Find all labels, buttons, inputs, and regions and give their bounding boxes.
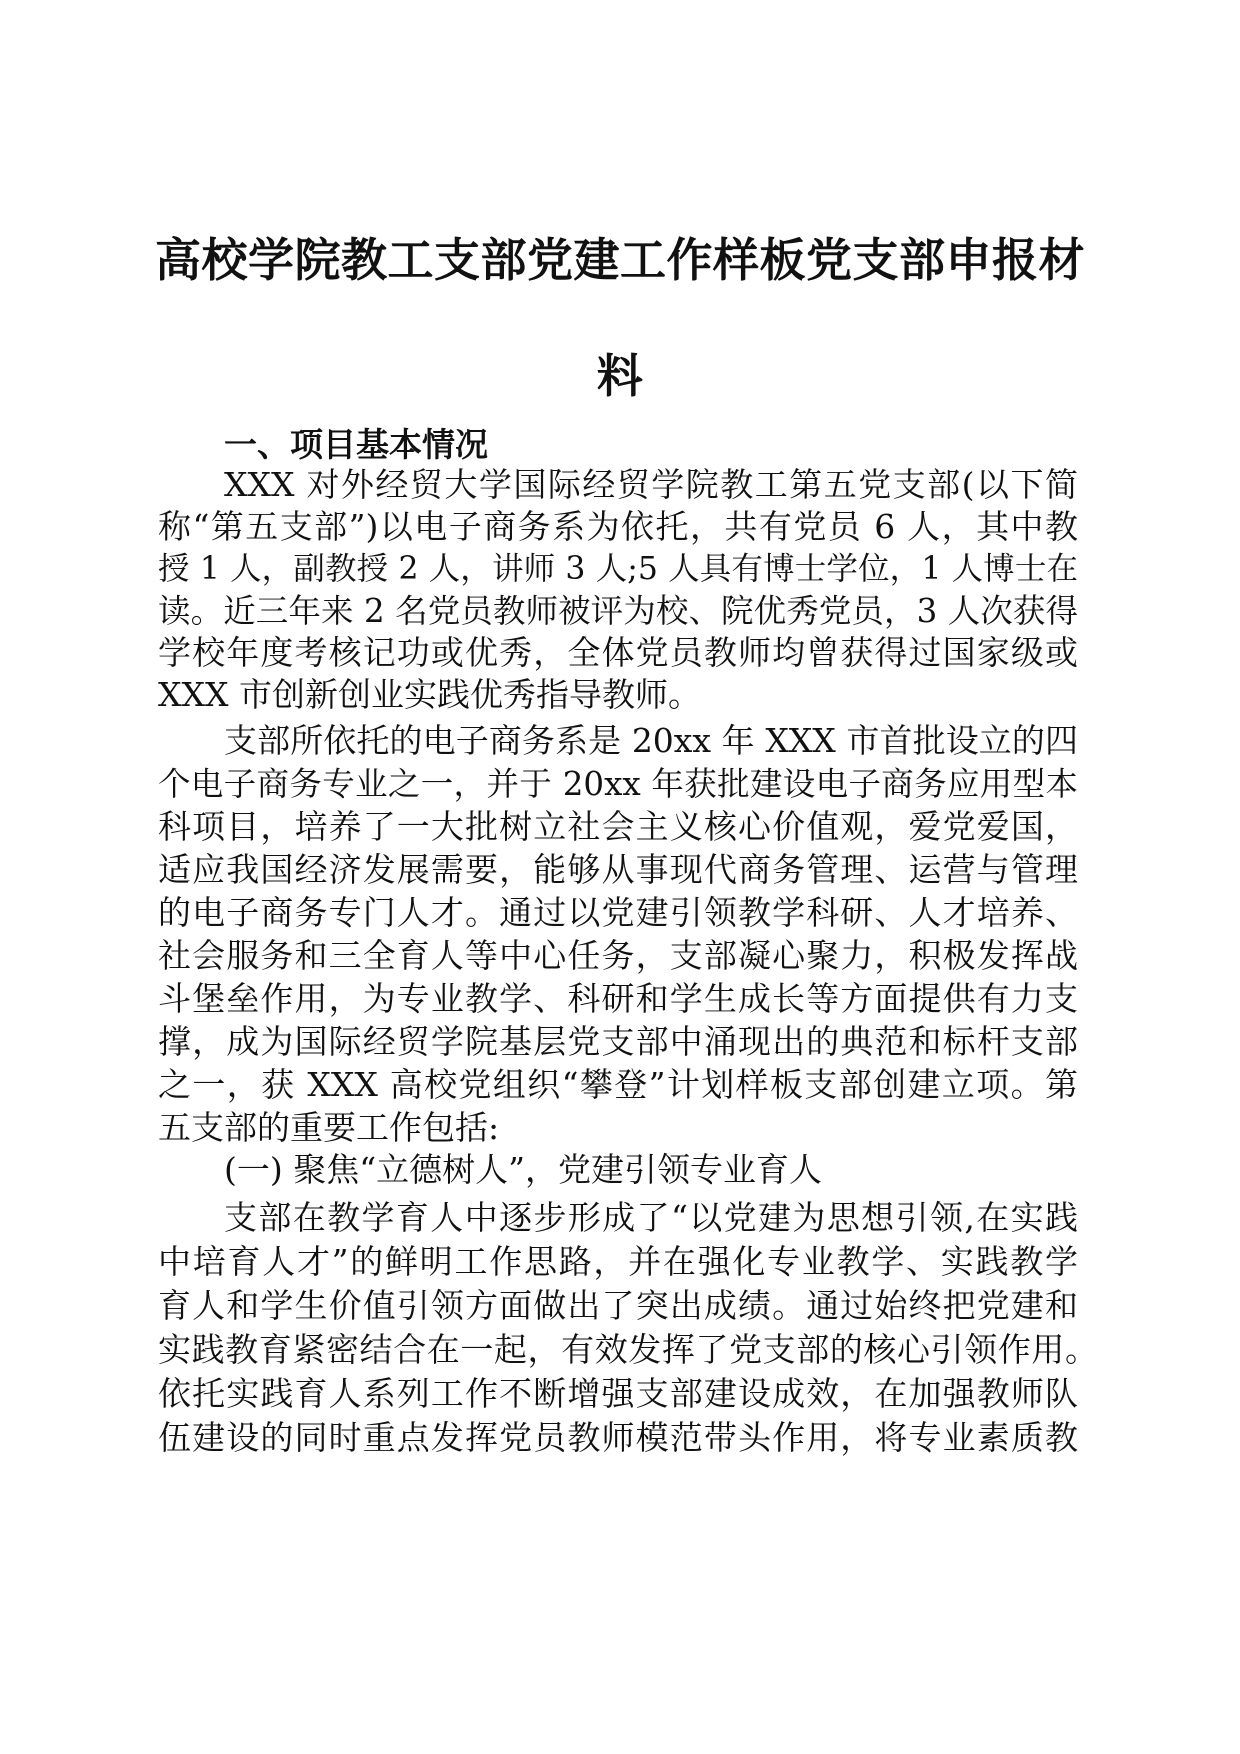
section-heading-basic-info: 一、项目基本情况: [224, 425, 488, 464]
paragraph-2-line-2: 个电子商务专业之一，并于 20xx 年获批建设电子商务应用型本: [158, 765, 1078, 803]
paragraph-3-line-5: 依托实践育人系列工作不断增强支部建设成效，在加强教师队: [158, 1374, 1078, 1413]
paragraph-2-line-1: 支部所依托的电子商务系是 20xx 年 XXX 市首批设立的四: [224, 721, 1078, 760]
paragraph-2-line-7: 斗堡垒作用，为专业教学、科研和学生成长等方面提供有力支: [158, 979, 1078, 1018]
paragraph-2-line-10: 五支部的重要工作包括:: [158, 1108, 500, 1147]
paragraph-2-line-3: 科项目，培养了一大批树立社会主义核心价值观，爱党爱国，: [158, 807, 1078, 846]
paragraph-2-line-8: 撑，成为国际经贸学院基层党支部中涌现出的典范和标杆支部: [158, 1022, 1078, 1061]
paragraph-3-line-6: 伍建设的同时重点发挥党员教师模范带头作用，将专业素质教: [158, 1418, 1078, 1457]
paragraph-2-line-5: 的电子商务专门人才。通过以党建引领教学科研、人才培养、: [158, 893, 1078, 932]
paragraph-1-line-3: 授 1 人，副教授 2 人，讲师 3 人;5 人具有博士学位，1 人博士在: [158, 551, 1078, 587]
paragraph-3-line-2: 中培育人才”的鲜明工作思路，并在强化专业教学、实践教学: [158, 1242, 1078, 1281]
document-title-line-1: 高校学院教工支部党建工作样板党支部申报材: [155, 233, 1085, 287]
paragraph-1-line-6: XXX 市创新创业实践优秀指导教师。: [158, 675, 701, 714]
paragraph-2-line-9: 之一，获 XXX 高校党组织“攀登”计划样板支部创建立项。第: [158, 1065, 1078, 1104]
paragraph-3-line-3: 育人和学生价值引领方面做出了突出成绩。通过始终把党建和: [158, 1286, 1078, 1325]
document-title-line-2: 料: [596, 349, 644, 403]
paragraph-1-line-5: 学校年度考核记功或优秀，全体党员教师均曾获得过国家级或: [158, 633, 1078, 672]
paragraph-3-line-4: 实践教育紧密结合在一起，有效发挥了党支部的核心引领作用。: [158, 1330, 1098, 1369]
subheading-1: (一) 聚焦“立德树人”，党建引领专业育人: [224, 1150, 822, 1189]
paragraph-2-line-6: 社会服务和三全育人等中心任务，支部凝心聚力，积极发挥战: [158, 936, 1078, 975]
paragraph-2-line-4: 适应我国经济发展需要，能够从事现代商务管理、运营与管理: [158, 850, 1078, 889]
paragraph-1-line-1: XXX 对外经贸大学国际经贸学院教工第五党支部(以下简: [224, 465, 1078, 504]
paragraph-1-line-2: 称“第五支部”)以电子商务系为依托，共有党员 6 人，其中教: [158, 507, 1078, 546]
paragraph-1-line-4: 读。近三年来 2 名党员教师被评为校、院优秀党员，3 人次获得: [158, 592, 1078, 630]
paragraph-3-line-1: 支部在教学育人中逐步形成了“以党建为思想引领,在实践: [224, 1198, 1078, 1237]
